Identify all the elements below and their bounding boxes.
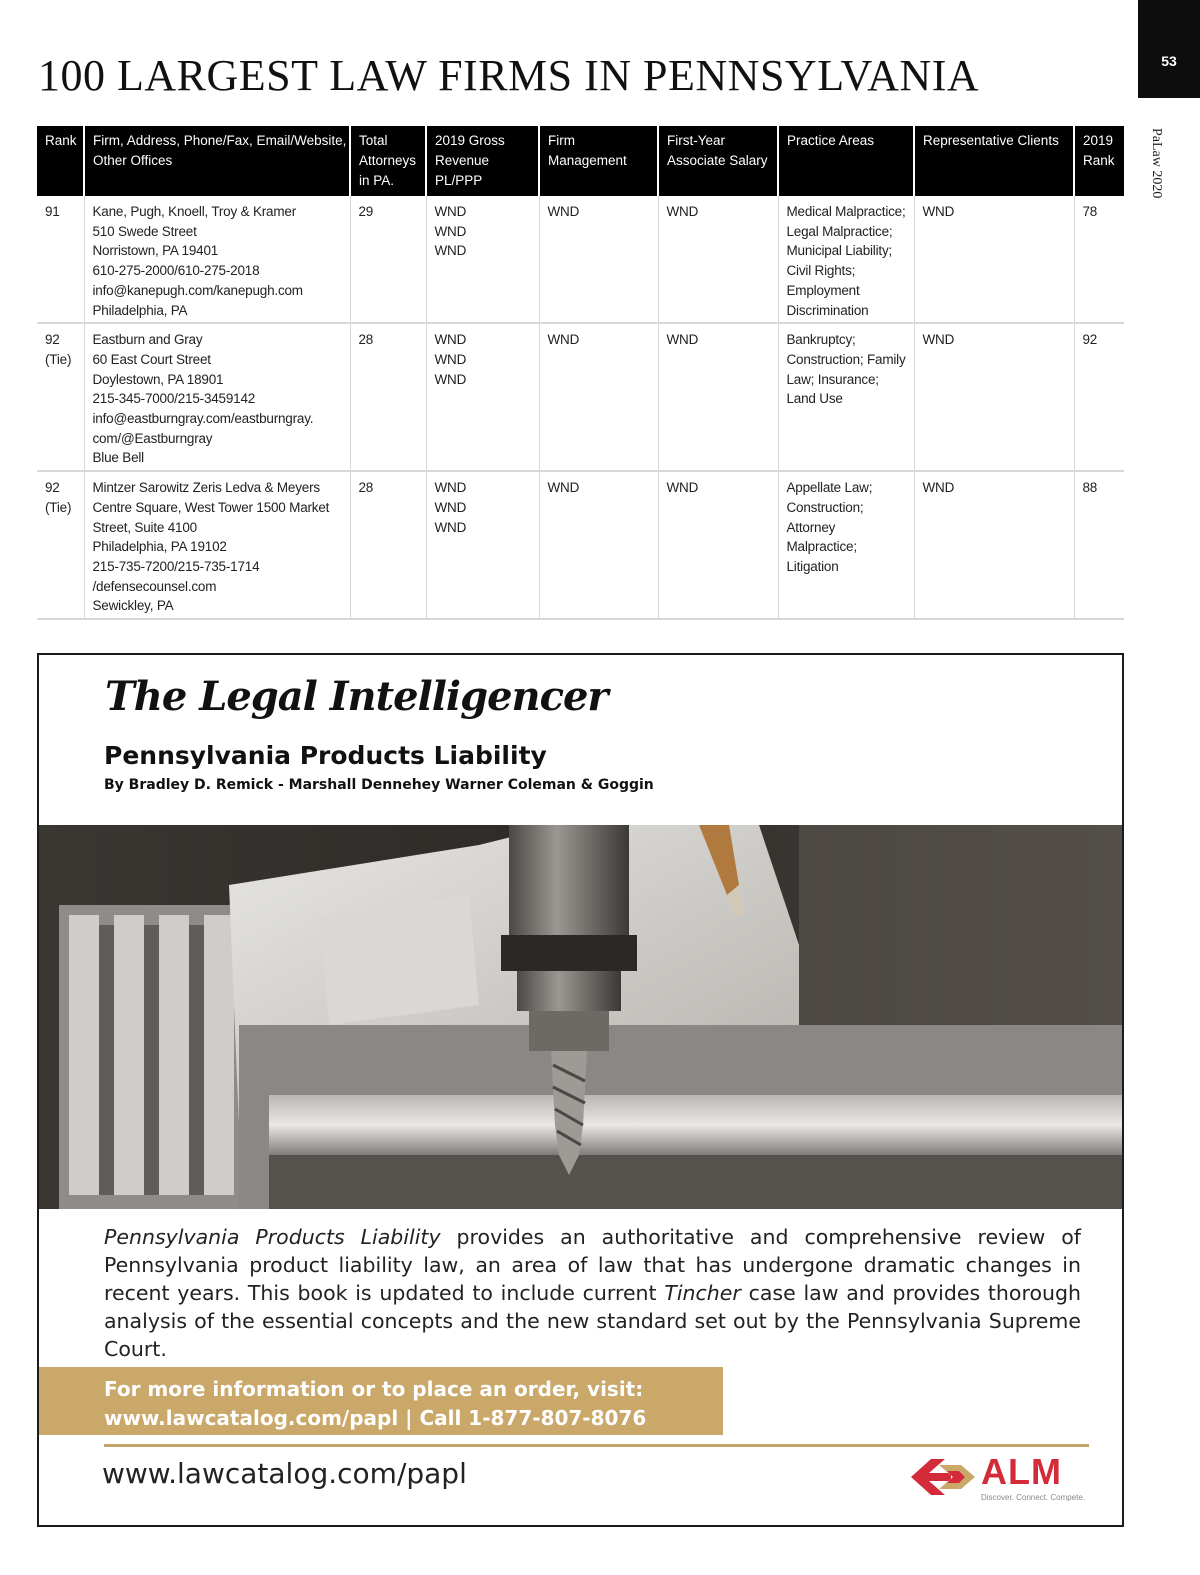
order-info-banner[interactable] <box>39 1367 723 1435</box>
table-row <box>37 471 1124 619</box>
cell-revenue <box>426 323 539 471</box>
cell-line: WND <box>434 519 467 535</box>
cell-firm <box>84 471 350 619</box>
cell-practice <box>778 471 914 619</box>
cell-line: Mintzer Sarowitz Zeris Ledva & Meyers <box>92 480 320 496</box>
cell-line: 91 <box>45 204 60 219</box>
cell-management <box>539 323 658 471</box>
book-advertisement <box>37 653 1124 1527</box>
cell-line: 92 <box>45 480 60 496</box>
column-header-management <box>539 126 658 196</box>
table-row <box>37 196 1124 323</box>
cell-line: Sewickley, PA <box>92 598 174 614</box>
cell-line: Attorney <box>786 519 836 535</box>
cell-rank <box>37 471 84 619</box>
alm-tagline: Discover. Connect. Compete. <box>981 1493 1086 1502</box>
cell-salary <box>658 471 778 619</box>
cnc-milling-machine-illustration <box>39 825 1124 1209</box>
table-body <box>37 196 1124 619</box>
cell-line: 88 <box>1082 480 1098 496</box>
description-text-part2: case law and provides thorough analysis of the essential concepts and the new standard set out by the Pennsylvania Supreme Court. <box>104 1281 1081 1361</box>
cell-line: Norristown, PA 19401 <box>92 243 219 259</box>
cell-line: Philadelphia, PA 19102 <box>92 539 227 555</box>
cell-line: Municipal Liability; <box>786 243 893 259</box>
cell-clients <box>914 196 1074 323</box>
cell-rank <box>37 196 84 323</box>
column-header-line: PL/PPP <box>435 173 483 188</box>
cell-line: 610-275-2000/610-275-2018 <box>92 263 260 279</box>
alm-wordmark: ALM <box>981 1451 1062 1492</box>
cell-line: Construction; <box>786 499 864 515</box>
cell-line: info@kanepugh.com/kanepugh.com <box>92 282 303 298</box>
description-text-part1: provides an authoritative and comprehensive review of Pennsylvania product liability law, an area of law that has undergone dramatic changes in recent years. This book is updated to include current <box>104 1225 1081 1305</box>
cell-line: WND <box>922 332 955 348</box>
cell-line: Kane, Pugh, Knoell, Troy & Kramer <box>92 204 297 219</box>
legal-intelligencer-masthead: The Legal Intelligencer <box>105 673 608 720</box>
cell-line: Civil Rights; <box>786 263 856 279</box>
page-number: 53 <box>1161 53 1177 69</box>
column-header-line: Rank <box>1083 153 1115 168</box>
cell-line: 215-345-7000/215-3459142 <box>92 391 256 407</box>
cell-management <box>539 196 658 323</box>
cell-prior-rank <box>1074 323 1124 471</box>
book-title: Pennsylvania Products Liability <box>104 741 547 770</box>
cell-line: 28 <box>358 332 374 348</box>
cell-attorneys <box>350 323 426 471</box>
cell-prior-rank <box>1074 196 1124 323</box>
column-header-firm <box>84 126 350 196</box>
cell-line: Centre Square, West Tower 1500 Market <box>92 499 330 515</box>
cell-attorneys <box>350 471 426 619</box>
cell-line: WND <box>922 480 955 496</box>
cell-line: WND <box>434 204 467 219</box>
cell-line: (Tie) <box>45 351 72 367</box>
order-info-line1: For more information or to place an order, visit: <box>104 1377 644 1401</box>
cell-line: WND <box>434 499 467 515</box>
page-number-tab <box>1138 0 1200 98</box>
cell-line: WND <box>922 204 955 219</box>
cell-line: 78 <box>1082 204 1098 219</box>
column-header-line: Rank <box>45 133 77 148</box>
column-header-line: in PA. <box>359 173 395 188</box>
cell-line: Blue Bell <box>92 450 144 466</box>
cell-line: Employment <box>786 282 860 298</box>
description-case-name: Tincher <box>664 1281 741 1305</box>
column-header-revenue <box>426 126 539 196</box>
cell-line: WND <box>434 223 467 239</box>
cell-line: 29 <box>358 204 374 219</box>
cell-line: Medical Malpractice; <box>786 204 906 219</box>
alm-arrow-logo-icon <box>911 1457 975 1497</box>
description-book-title: Pennsylvania Products Liability <box>104 1225 441 1249</box>
cell-line: 215-735-7200/215-735-1714 <box>92 558 260 574</box>
cell-revenue <box>426 196 539 323</box>
cnc-machine-photo <box>39 825 1124 1209</box>
column-header-clients <box>914 126 1074 196</box>
column-header-rank <box>37 126 84 196</box>
alm-logo <box>911 1451 1086 1509</box>
table-row <box>37 323 1124 471</box>
cell-line: Street, Suite 4100 <box>92 519 197 535</box>
running-head: PaLaw 2020 <box>1149 128 1164 199</box>
cell-salary <box>658 196 778 323</box>
cell-line: WND <box>666 204 699 219</box>
cell-line: WND <box>434 351 467 367</box>
cell-line: Eastburn and Gray <box>92 332 203 348</box>
cell-line: Malpractice; <box>786 539 857 555</box>
table-header <box>37 126 1124 196</box>
column-header-line: 2019 <box>1083 133 1114 148</box>
cell-rank <box>37 323 84 471</box>
cell-line: com/@Eastburngray <box>92 430 213 446</box>
cell-line: WND <box>434 480 467 496</box>
cell-line: WND <box>666 480 699 496</box>
cell-line: WND <box>434 243 467 259</box>
page-title: 100 LARGEST LAW FIRMS IN PENNSYLVANIA <box>38 51 980 100</box>
book-author: By Bradley D. Remick - Marshall Dennehey Warner Coleman & Goggin <box>104 777 654 793</box>
column-header-line: Management <box>548 153 627 168</box>
cell-management <box>539 471 658 619</box>
cell-line: WND <box>547 332 580 348</box>
cell-line: 92 <box>1082 332 1098 348</box>
column-header-line: Representative Clients <box>923 133 1059 148</box>
cell-line: 92 <box>45 332 60 348</box>
cell-line: WND <box>434 371 467 387</box>
cell-firm <box>84 323 350 471</box>
column-header-salary <box>658 126 778 196</box>
cell-line: WND <box>547 480 580 496</box>
cell-practice <box>778 323 914 471</box>
cell-attorneys <box>350 196 426 323</box>
column-header-line: Firm <box>548 133 575 148</box>
cell-line: info@eastburngray.com/eastburngray. <box>92 411 314 427</box>
column-header-line: Other Offices <box>93 153 173 168</box>
column-header-line: Total <box>359 133 388 148</box>
cell-firm <box>84 196 350 323</box>
cell-line: (Tie) <box>45 499 72 515</box>
cell-clients <box>914 323 1074 471</box>
cell-line: WND <box>666 332 699 348</box>
column-header-prior-rank <box>1074 126 1124 196</box>
cell-line: 60 East Court Street <box>92 351 211 367</box>
cell-line: 510 Swede Street <box>92 223 197 239</box>
order-info-line2[interactable]: www.lawcatalog.com/papl | Call 1-877-807-8076 <box>104 1406 647 1430</box>
cell-salary <box>658 323 778 471</box>
cell-clients <box>914 471 1074 619</box>
column-header-line: Firm, Address, Phone/Fax, Email/Website, <box>93 133 347 148</box>
cell-line: Appellate Law; <box>786 480 873 496</box>
cell-line: Land Use <box>786 391 843 407</box>
cell-line: Litigation <box>786 558 839 574</box>
column-header-practice-areas <box>778 126 914 196</box>
cell-prior-rank <box>1074 471 1124 619</box>
cell-line: Doylestown, PA 18901 <box>92 371 224 387</box>
cell-line: Philadelphia, PA <box>92 302 188 318</box>
gold-divider <box>104 1444 1089 1447</box>
column-header-line: Attorneys <box>359 153 417 168</box>
cell-line: Discrimination <box>786 302 869 318</box>
book-description <box>104 1223 1081 1363</box>
column-header-attorneys <box>350 126 426 196</box>
cell-line: Law; Insurance; <box>786 371 879 387</box>
column-header-line: Associate Salary <box>667 153 768 168</box>
column-header-line: 2019 Gross <box>435 133 505 148</box>
catalog-url-link[interactable]: www.lawcatalog.com/papl <box>102 1457 467 1490</box>
column-header-line: Practice Areas <box>787 133 875 148</box>
header-row <box>37 126 1124 196</box>
law-firms-table <box>37 126 1124 620</box>
cell-line: Bankruptcy; <box>786 332 856 348</box>
cell-line: Construction; Family <box>786 351 906 367</box>
cell-line: WND <box>434 332 467 348</box>
cell-line: /defensecounsel.com <box>92 578 217 594</box>
column-header-line: Revenue <box>435 153 490 168</box>
cell-line: Legal Malpractice; <box>786 223 893 239</box>
column-header-line: First-Year <box>667 133 726 148</box>
cell-line: WND <box>547 204 580 219</box>
cell-line: 28 <box>358 480 374 496</box>
cell-practice <box>778 196 914 323</box>
cell-revenue <box>426 471 539 619</box>
